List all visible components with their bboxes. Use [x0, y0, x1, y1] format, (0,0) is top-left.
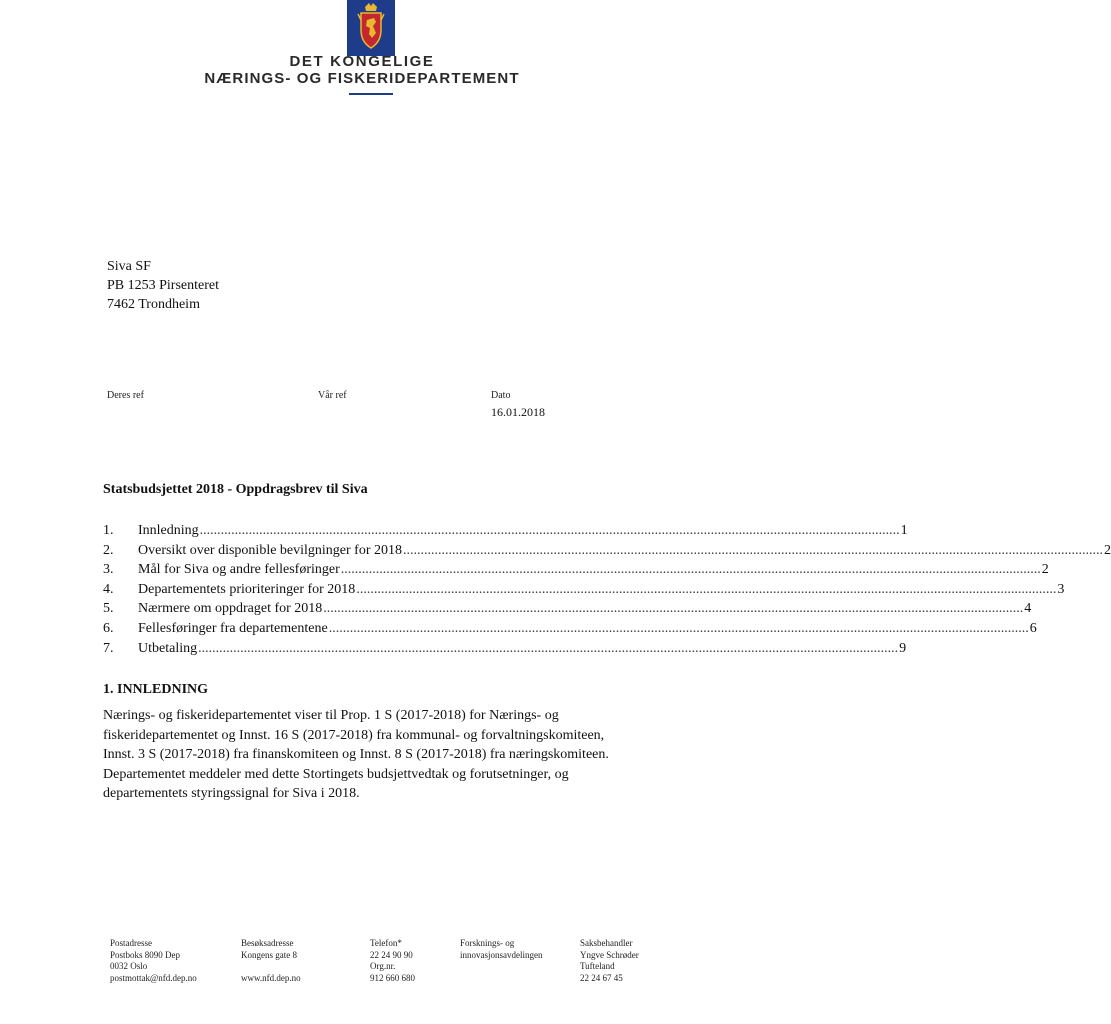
toc-number: 3.	[103, 562, 114, 578]
toc-page: 6	[1029, 620, 1037, 636]
footer-value: innovasjonsavdelingen	[460, 949, 543, 960]
toc-item-3[interactable]	[103, 562, 1049, 582]
section-heading: 1. INNLEDNING	[103, 682, 209, 697]
toc-title: Innledning	[138, 523, 199, 538]
toc-leader: ........................................................................................................................................................................................................	[328, 620, 1029, 636]
toc-page: 4	[1024, 601, 1032, 617]
body-line: Innst. 3 S (2017-2018) fra finanskomiteen og Innst. 8 S (2017-2018) fra næringskomiteen.	[103, 747, 609, 762]
recipient-street: PB 1253 Pirsenteret	[107, 278, 219, 293]
footer-value: Yngve Schrøder	[580, 949, 639, 960]
toc-page: 2	[1104, 542, 1111, 558]
footer-saksbehandler	[580, 938, 639, 984]
footer-avdeling	[460, 938, 543, 961]
footer-besoksadresse	[241, 938, 301, 984]
table-of-contents	[103, 523, 1111, 660]
recipient-city: 7462 Trondheim	[107, 297, 200, 312]
toc-number: 1.	[103, 523, 114, 538]
toc-leader: ........................................................................................................................................................................................................	[323, 601, 1024, 617]
footer-label: Besøksadresse	[241, 938, 294, 948]
toc-title: Oversikt over disponible bevilgninger for 2018	[138, 542, 403, 558]
footer-label: Telefon*	[370, 938, 402, 948]
footer-telefon	[370, 938, 415, 984]
body-line: Nærings- og fiskeridepartementet viser til Prop. 1 S (2017-2018) for Nærings- og	[103, 708, 559, 723]
footer-spacer	[241, 961, 301, 973]
toc-title: Nærmere om oppdraget for 2018	[138, 601, 323, 617]
toc-item-1[interactable]	[103, 523, 908, 543]
footer-value: 22 24 90 90	[370, 949, 413, 960]
ministry-name-line1: DET KONGELIGE	[289, 53, 435, 70]
toc-page: 3	[1057, 581, 1065, 597]
footer-value: Kongens gate 8	[241, 949, 297, 960]
dato-value: 16.01.2018	[491, 405, 545, 419]
toc-leader: ........................................................................................................................................................................................................	[198, 640, 899, 656]
toc-number: 2.	[103, 542, 114, 558]
footer-label: Postadresse	[110, 938, 152, 948]
footer-value: Tufteland	[580, 961, 615, 971]
footer-value: 0032 Oslo	[110, 961, 148, 971]
coat-of-arms-icon	[347, 0, 395, 56]
section-body	[103, 706, 663, 804]
footer-email-link[interactable]: postmottak@nfd.dep.no	[110, 972, 197, 983]
footer-label: Org.nr.	[370, 961, 396, 971]
toc-title: Departementets prioriteringer for 2018	[138, 581, 356, 597]
letterhead-rule	[349, 93, 393, 95]
toc-number: 6.	[103, 620, 114, 636]
deres-ref-label: Deres ref	[107, 390, 144, 401]
toc-item-5[interactable]	[103, 601, 1032, 621]
footer-label: Saksbehandler	[580, 938, 633, 948]
toc-leader: ........................................................................................................................................................................................................	[340, 562, 1041, 578]
toc-title: Fellesføringer fra departementene	[138, 620, 328, 636]
ministry-name-line2: NÆRINGS- OG FISKERIDEPARTEMENT	[204, 70, 520, 87]
body-line: Departementet meddeler med dette Stortingets budsjettvedtak og forutsetninger, og	[103, 766, 569, 782]
toc-number: 4.	[103, 581, 114, 597]
toc-page: 9	[899, 640, 907, 656]
toc-leader: ........................................................................................................................................................................................................	[403, 542, 1104, 558]
dato-label: Dato	[491, 390, 511, 401]
recipient-name: Siva SF	[107, 259, 151, 274]
toc-item-4[interactable]	[103, 581, 1065, 602]
toc-page: 1	[900, 523, 908, 538]
body-line: fiskeridepartementet og Innst. 16 S (2017-2018) fra kommunal- og forvaltningskomiteen,	[103, 727, 605, 743]
toc-title: Mål for Siva og andre fellesføringer	[138, 562, 340, 578]
toc-title: Utbetaling	[138, 640, 198, 656]
toc-page: 2	[1041, 562, 1049, 578]
body-line: departementets styringssignal for Siva i 2018.	[103, 786, 360, 801]
toc-item-2[interactable]	[103, 542, 1111, 563]
toc-number: 7.	[103, 640, 114, 656]
footer-value: 22 24 67 45	[580, 972, 623, 983]
toc-leader: ........................................................................................................................................................................................................	[356, 581, 1057, 597]
toc-number: 5.	[103, 601, 114, 617]
footer-value: Forsknings- og	[460, 938, 515, 948]
toc-item-7[interactable]	[103, 640, 907, 661]
recipient-address	[107, 257, 219, 314]
var-ref-label: Vår ref	[318, 390, 347, 401]
letter-subject: Statsbudsjettet 2018 - Oppdragsbrev til Siva	[103, 482, 368, 497]
footer-postadresse	[110, 938, 197, 984]
footer-value: 912 660 680	[370, 972, 415, 983]
toc-leader: ........................................................................................................................................................................................................	[199, 523, 900, 538]
footer-web-link[interactable]: www.nfd.dep.no	[241, 972, 301, 983]
footer-value: Postboks 8090 Dep	[110, 949, 181, 960]
toc-item-6[interactable]	[103, 620, 1037, 641]
